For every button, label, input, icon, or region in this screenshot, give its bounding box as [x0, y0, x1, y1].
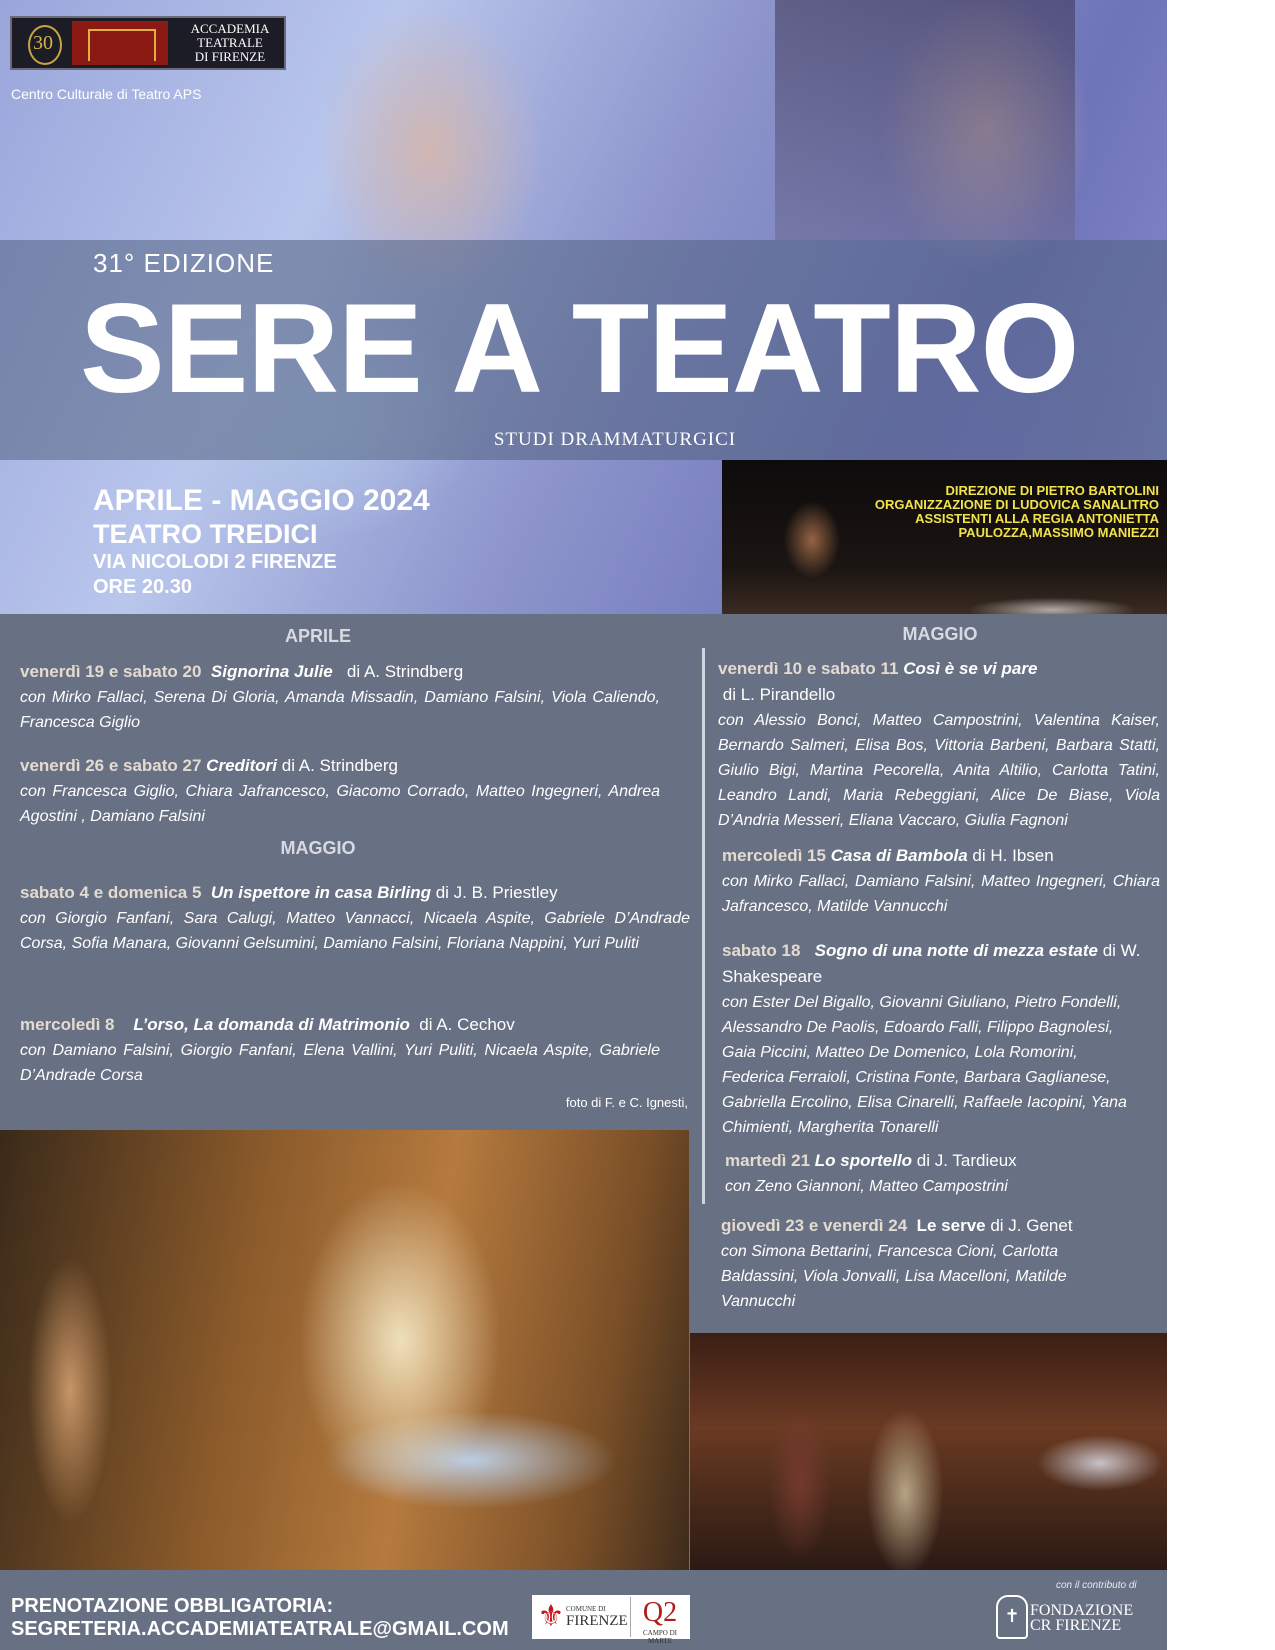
event-sogno: [722, 938, 1142, 1140]
credits-line-4: PAULOZZA,MASSIMO MANIEZZI: [958, 525, 1159, 540]
booking-label: PRENOTAZIONE OBBLIGATORIA:: [11, 1595, 334, 1617]
event-header: [725, 1148, 1155, 1174]
hero-photo-right-panel: [775, 0, 1075, 240]
event-author: di A. Strindberg: [281, 756, 398, 775]
fondazione-emblem-icon: ✝: [996, 1595, 1028, 1639]
event-ispettore: [20, 880, 690, 956]
badge-number: 30: [33, 32, 53, 54]
event-header: [722, 938, 1142, 990]
event-header: [722, 843, 1160, 869]
event-date: sabato 4 e domenica 5: [20, 883, 202, 902]
event-cast: con Zeno Giannoni, Matteo Campostrini: [725, 1178, 1008, 1195]
column-divider: [702, 648, 705, 1204]
event-date: sabato 18: [722, 941, 801, 960]
credits-line-1: DIREZIONE DI PIETRO BARTOLINI: [945, 483, 1159, 498]
badge-ring: [28, 25, 62, 65]
event-cast: con Simona Bettarini, Francesca Cioni, Carlotta Baldassini, Viola Jonvalli, Lisa Macelloni, Matilde Vannucchi: [721, 1243, 1067, 1310]
photo-dancer-stage: [0, 1130, 689, 1570]
logo-line-3: DI FIRENZE: [194, 49, 266, 64]
edition-label: 31° EDIZIONE: [93, 248, 275, 278]
event-date: venerdì 10 e sabato 11: [718, 659, 899, 678]
event-cast: con Mirko Fallaci, Serena Di Gloria, Amanda Missadin, Damiano Falsini, Viola Caliendo, Francesca Giglio: [20, 689, 660, 731]
comune-firenze-logo: [566, 1603, 628, 1629]
logo-text: [176, 22, 284, 64]
event-date: venerdì 19 e sabato 20: [20, 662, 202, 681]
event-date: venerdì 26 e sabato 27: [20, 756, 202, 775]
show-time: ORE 20.30: [93, 576, 192, 598]
event-title: Lo sportello: [814, 1151, 913, 1170]
fondazione-logo: [1030, 1603, 1133, 1633]
hero-photo: [0, 0, 1167, 614]
event-date: giovedì 23 e venerdì 24: [721, 1216, 908, 1235]
subtitle: STUDI DRAMMATURGICI: [493, 429, 737, 450]
month-heading-maggio: MAGGIO: [280, 838, 356, 858]
event-author: di L. Pirandello: [722, 685, 836, 704]
event-header: [20, 753, 660, 779]
venue: TEATRO TREDICI: [93, 519, 318, 549]
fondazione-line-2: CR FIRENZE: [1030, 1617, 1122, 1634]
direction-credits: [839, 484, 1159, 540]
event-header: [721, 1213, 1131, 1239]
comune-small: COMUNE DI: [566, 1605, 606, 1613]
booking-info: [11, 1595, 509, 1641]
org-subtitle: Centro Culturale di Teatro APS: [11, 86, 202, 102]
event-signorina-julie: [20, 659, 660, 735]
event-title: Signorina Julie: [210, 662, 333, 681]
q2-small: CAMPO DI MARTE: [642, 1629, 678, 1645]
credits-line-3: ASSISTENTI ALLA REGIA ANTONIETTA: [915, 511, 1159, 526]
event-cast: con Alessio Bonci, Matteo Campostrini, Valentina Kaiser, Bernardo Salmeri, Elisa Bos, Vittoria Barbeni, Barbara Statti, Giulio Bigi, Martina Pecorella, Anita Altilio, Carlotta Tatini, Leandro Landi, Maria Rebeggiani, Alice De Biase, Viola D’Andria Messeri, Eliana Vaccaro, Giulia Fagnoni: [718, 712, 1160, 829]
stage-emblem-icon: [72, 21, 168, 65]
event-cast: con Giorgio Fanfani, Sara Calugi, Matteo Vannacci, Nicaela Aspite, Gabriele D’Andrade Corsa, Sofia Manara, Giovanni Gelsumini, Damiano Falsini, Floriana Nappini, Yuri Puliti: [20, 910, 690, 952]
credits-line-2: ORGANIZZAZIONE DI LUDOVICA SANALITRO: [874, 497, 1159, 512]
fondazione-line-1: FONDAZIONE: [1030, 1602, 1134, 1619]
event-cast: con Damiano Falsini, Giorgio Fanfani, Elena Vallini, Yuri Puliti, Nicaela Aspite, Gabriele D’Andrade Corsa: [20, 1042, 660, 1084]
event-author: di J. B. Priestley: [435, 883, 558, 902]
month-heading-aprile: APRILE: [284, 626, 351, 646]
date-venue-block: [93, 484, 430, 600]
event-title: Un ispettore in casa Birling: [210, 883, 431, 902]
event-date: martedì 21: [725, 1151, 811, 1170]
event-cast: con Francesca Giglio, Chiara Jafrancesco, Giacomo Corrado, Matteo Ingegneri, Andrea Agostini , Damiano Falsini: [20, 783, 660, 825]
logo-line-2: TEATRALE: [197, 35, 263, 50]
main-title: SERE A TEATRO: [80, 277, 1079, 419]
event-orso: [20, 1012, 660, 1088]
event-title: L’orso, La domanda di Matrimonio: [133, 1015, 410, 1034]
event-title: Casa di Bambola: [830, 846, 968, 865]
event-author: di J. Genet: [990, 1216, 1073, 1235]
event-cast: con Ester Del Bigallo, Giovanni Giuliano, Pietro Fondelli, Alessandro De Paolis, Edoardo Falli, Filippo Bagnolesi, Gaia Piccini, Matteo De Domenico, Lola Romorini, Federica Ferraioli, Cristina Fonte, Barbara Gaglianese, Gabriella Ercolino, Elisa Cinarelli, Raffaele Iacopini, Yana Chimienti, Margherita Tonarelli: [722, 994, 1127, 1136]
period: APRILE - MAGGIO 2024: [93, 484, 430, 517]
event-cosi-e-se-vi-pare: [718, 656, 1160, 833]
contribution-label: con il contributo di: [1056, 1580, 1137, 1591]
event-author: di J. Tardieux: [916, 1151, 1017, 1170]
stage-arch: [88, 29, 156, 61]
event-header: [718, 656, 1160, 708]
event-title: Creditori: [206, 756, 278, 775]
anniversary-badge: [16, 21, 70, 65]
event-creditori: [20, 753, 660, 829]
event-header: [20, 659, 660, 685]
event-author: di H. Ibsen: [972, 846, 1054, 865]
event-title: Sogno di una notte di mezza estate: [814, 941, 1098, 960]
event-cast: con Mirko Fallaci, Damiano Falsini, Matteo Ingegneri, Chiara Jafrancesco, Matilde Vannucchi: [722, 873, 1160, 915]
q2-label: Q2: [642, 1597, 678, 1628]
photo-couple-embrace: [722, 460, 1167, 614]
address: VIA NICOLODI 2 FIRENZE: [93, 551, 337, 573]
comune-big: FIRENZE: [566, 1613, 628, 1629]
event-lo-sportello: [725, 1148, 1155, 1199]
q2-logo: [630, 1597, 689, 1645]
sponsor-logos: [532, 1595, 690, 1645]
month-heading-maggio-right: MAGGIO: [902, 624, 978, 644]
event-author: di W. Shakespeare: [722, 941, 1141, 986]
event-author: di A. Cechov: [419, 1015, 515, 1034]
event-date: mercoledì 8: [20, 1015, 115, 1034]
event-title: Così è se vi pare: [903, 659, 1038, 678]
logo-line-1: ACCADEMIA: [190, 21, 270, 36]
event-le-serve: [721, 1213, 1131, 1314]
event-header: [20, 1012, 660, 1038]
accademia-logo: [10, 16, 286, 70]
photo-couple-table: [690, 1333, 1167, 1570]
event-title: Le serve: [916, 1216, 986, 1235]
photo-credit: foto di F. e C. Ignesti,: [565, 1095, 688, 1110]
event-author: di A. Strindberg: [346, 662, 464, 681]
event-casa-di-bambola: [722, 843, 1160, 919]
event-header: [20, 880, 690, 906]
booking-email[interactable]: SEGRETERIA.ACCADEMIATEATRALE@GMAIL.COM: [11, 1618, 509, 1640]
fleur-de-lis-icon: ⚜: [537, 1600, 565, 1633]
event-date: mercoledì 15: [722, 846, 826, 865]
